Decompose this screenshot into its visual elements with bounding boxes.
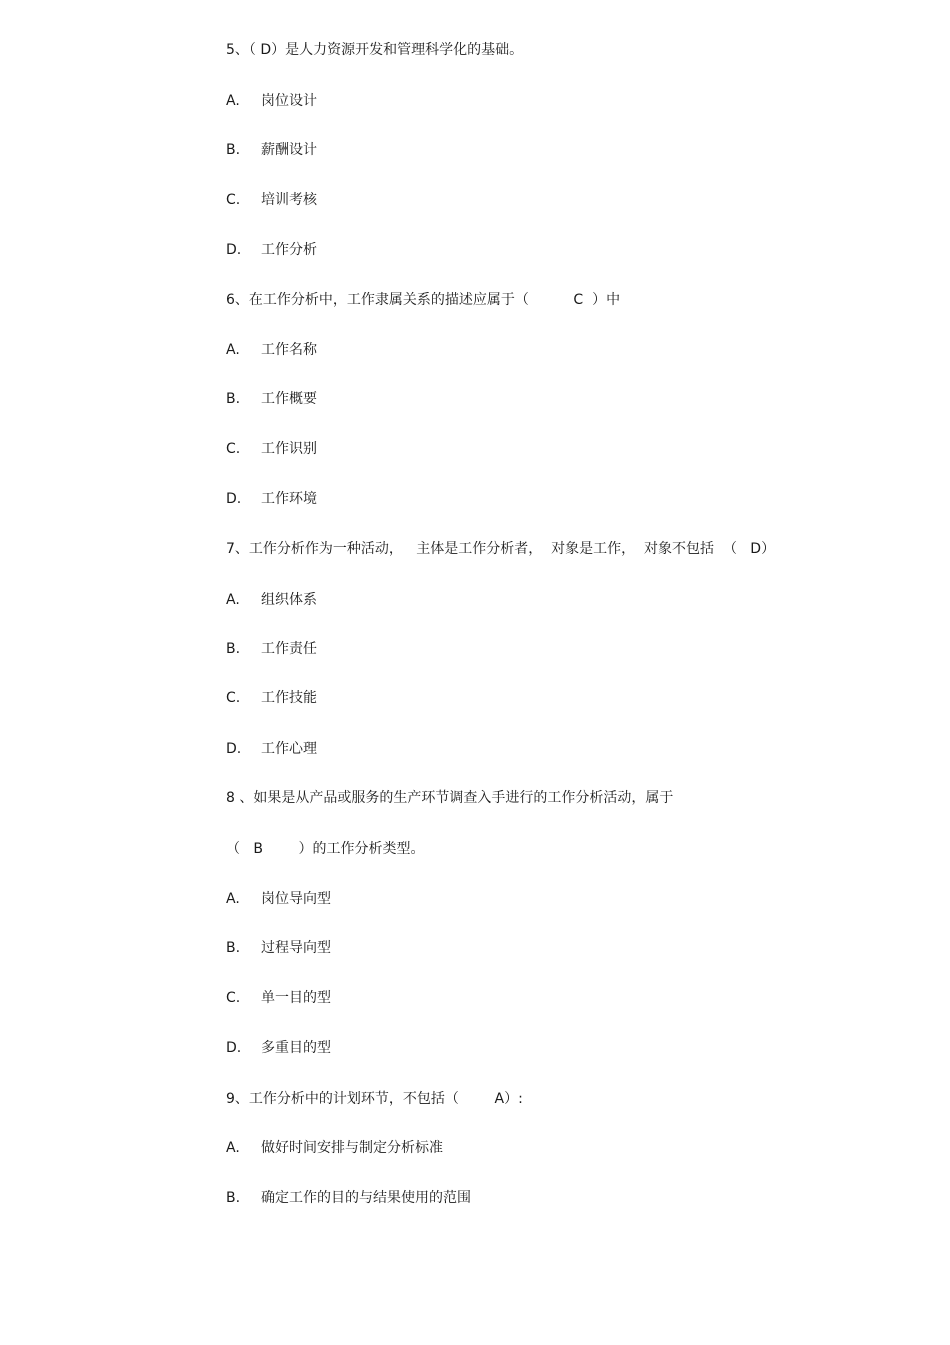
question-5-option-c — [226, 191, 317, 209]
option-text: 工作环境 — [261, 491, 317, 507]
option-text: 工作识别 — [261, 441, 317, 457]
question-6-option-b — [226, 390, 317, 408]
question-7-option-a — [226, 591, 317, 609]
option-text: 多重目的型 — [261, 1040, 331, 1056]
question-6-stem: 6、在工作分析中，工作隶属关系的描述应属于（ C ）中 — [226, 292, 621, 308]
option-text: 工作心理 — [261, 741, 317, 757]
option-letter: A. — [226, 93, 240, 109]
option-letter: C. — [226, 192, 241, 208]
option-letter: B. — [226, 391, 241, 407]
option-text: 组织体系 — [261, 592, 317, 608]
option-text: 工作名称 — [261, 342, 317, 358]
option-text: 确定工作的目的与结果使用的范围 — [261, 1190, 471, 1206]
question-7-stem: 7、工作分析作为一种活动， 主体是工作分析者， 对象是工作， 对象不包括 （ D） — [226, 541, 776, 557]
question-8-option-b — [226, 939, 331, 957]
option-text: 过程导向型 — [261, 940, 331, 956]
question-6-option-d — [226, 490, 317, 508]
option-letter: B. — [226, 142, 241, 158]
question-9-option-b — [226, 1189, 471, 1207]
question-6-option-c — [226, 440, 317, 458]
question-6-option-a — [226, 341, 317, 359]
option-letter: C. — [226, 690, 241, 706]
option-text: 工作分析 — [261, 242, 317, 258]
question-8-option-d — [226, 1039, 331, 1057]
option-text: 工作技能 — [261, 690, 317, 706]
question-9-stem: 9、工作分析中的计划环节，不包括（ A）: — [226, 1091, 523, 1107]
option-text: 薪酬设计 — [261, 142, 317, 158]
option-letter: B. — [226, 940, 241, 956]
option-letter: D. — [226, 491, 242, 507]
option-letter: A. — [226, 592, 240, 608]
option-letter: D. — [226, 741, 242, 757]
option-text: 工作责任 — [261, 641, 317, 657]
question-8-stem: 8 、如果是从产品或服务的生产环节调查入手进行的工作分析活动，属于 — [226, 790, 674, 806]
option-letter: A. — [226, 1140, 240, 1156]
option-letter: B. — [226, 1190, 241, 1206]
question-5-stem: 5、（ D）是人力资源开发和管理科学化的基础。 — [226, 42, 524, 58]
option-text: 单一目的型 — [261, 990, 331, 1006]
question-5-option-d — [226, 241, 317, 259]
question-7-option-c — [226, 689, 317, 707]
question-8-option-c — [226, 989, 331, 1007]
option-letter: C. — [226, 441, 241, 457]
option-text: 培训考核 — [261, 192, 317, 208]
question-8-option-a — [226, 890, 331, 908]
option-letter: C. — [226, 990, 241, 1006]
option-letter: D. — [226, 1040, 242, 1056]
option-text: 岗位设计 — [261, 93, 317, 109]
option-text: 工作概要 — [261, 391, 317, 407]
option-letter: D. — [226, 242, 242, 258]
question-7-option-d — [226, 740, 317, 758]
question-5-option-a — [226, 92, 317, 110]
question-7-option-b — [226, 640, 317, 658]
question-8-stem-continued: （ B ）的工作分析类型。 — [226, 841, 425, 857]
option-text: 岗位导向型 — [261, 891, 331, 907]
question-5-option-b — [226, 141, 317, 159]
option-letter: A. — [226, 342, 240, 358]
option-letter: B. — [226, 641, 241, 657]
option-text: 做好时间安排与制定分析标准 — [261, 1140, 443, 1156]
question-9-option-a — [226, 1139, 443, 1157]
option-letter: A. — [226, 891, 240, 907]
